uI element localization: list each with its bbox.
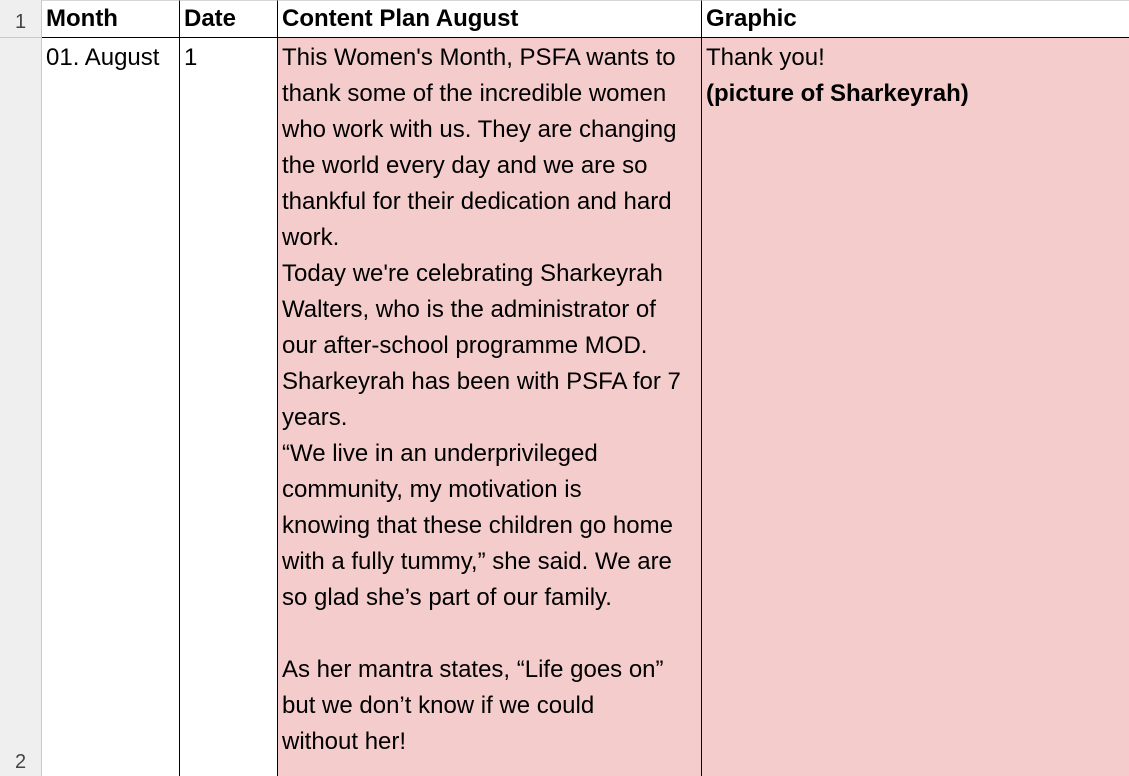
content-line: but we don’t know if we could [282, 692, 595, 719]
content-line: thankful for their dedication and hard [282, 188, 672, 215]
cell-date[interactable] [180, 38, 278, 776]
content-line: community, my motivation is [282, 476, 582, 503]
header-label: Month [46, 5, 118, 32]
row-header-2[interactable] [0, 38, 42, 776]
row-number: 1 [14, 11, 27, 33]
content-line: knowing that these children go home [282, 512, 673, 539]
content-line: who work with us. They are changing [282, 116, 677, 143]
row-header-1[interactable] [0, 0, 42, 38]
content-line: Walters, who is the administrator of [282, 296, 656, 323]
cell-value: 1 [184, 44, 198, 71]
cell-graphic[interactable] [702, 38, 1129, 776]
content-line: so glad she’s part of our family. [282, 584, 612, 611]
content-line: our after-school programme MOD. [282, 332, 648, 359]
graphic-note: (picture of Sharkeyrah) [706, 80, 969, 107]
content-line: without her! [282, 728, 407, 755]
header-label: Graphic [706, 5, 797, 32]
header-cell-date[interactable] [180, 0, 278, 38]
cell-content-plan[interactable] [278, 38, 702, 776]
content-line: Today we're celebrating Sharkeyrah [282, 260, 663, 287]
content-line: thank some of the incredible women [282, 80, 667, 107]
content-line: This Women's Month, PSFA wants to [282, 44, 676, 71]
row-number: 2 [14, 751, 27, 773]
header-label: Date [184, 5, 237, 32]
content-line: with a fully tummy,” she said. We are [282, 548, 672, 575]
graphic-caption: Thank you! [706, 44, 825, 71]
header-cell-month[interactable] [42, 0, 180, 38]
content-line: the world every day and we are so [282, 152, 648, 179]
content-line: years. [282, 404, 348, 431]
header-cell-graphic[interactable] [702, 0, 1129, 38]
cell-month[interactable] [42, 38, 180, 776]
content-line: Sharkeyrah has been with PSFA for 7 [282, 368, 681, 395]
content-line: work. [282, 224, 340, 251]
cell-value: 01. August [46, 44, 160, 71]
content-line: As her mantra states, “Life goes on” [282, 656, 664, 683]
header-label: Content Plan August [282, 5, 519, 32]
content-line-blank [282, 616, 697, 652]
content-line: “We live in an underprivileged [282, 440, 598, 467]
header-cell-content-plan[interactable] [278, 0, 702, 38]
